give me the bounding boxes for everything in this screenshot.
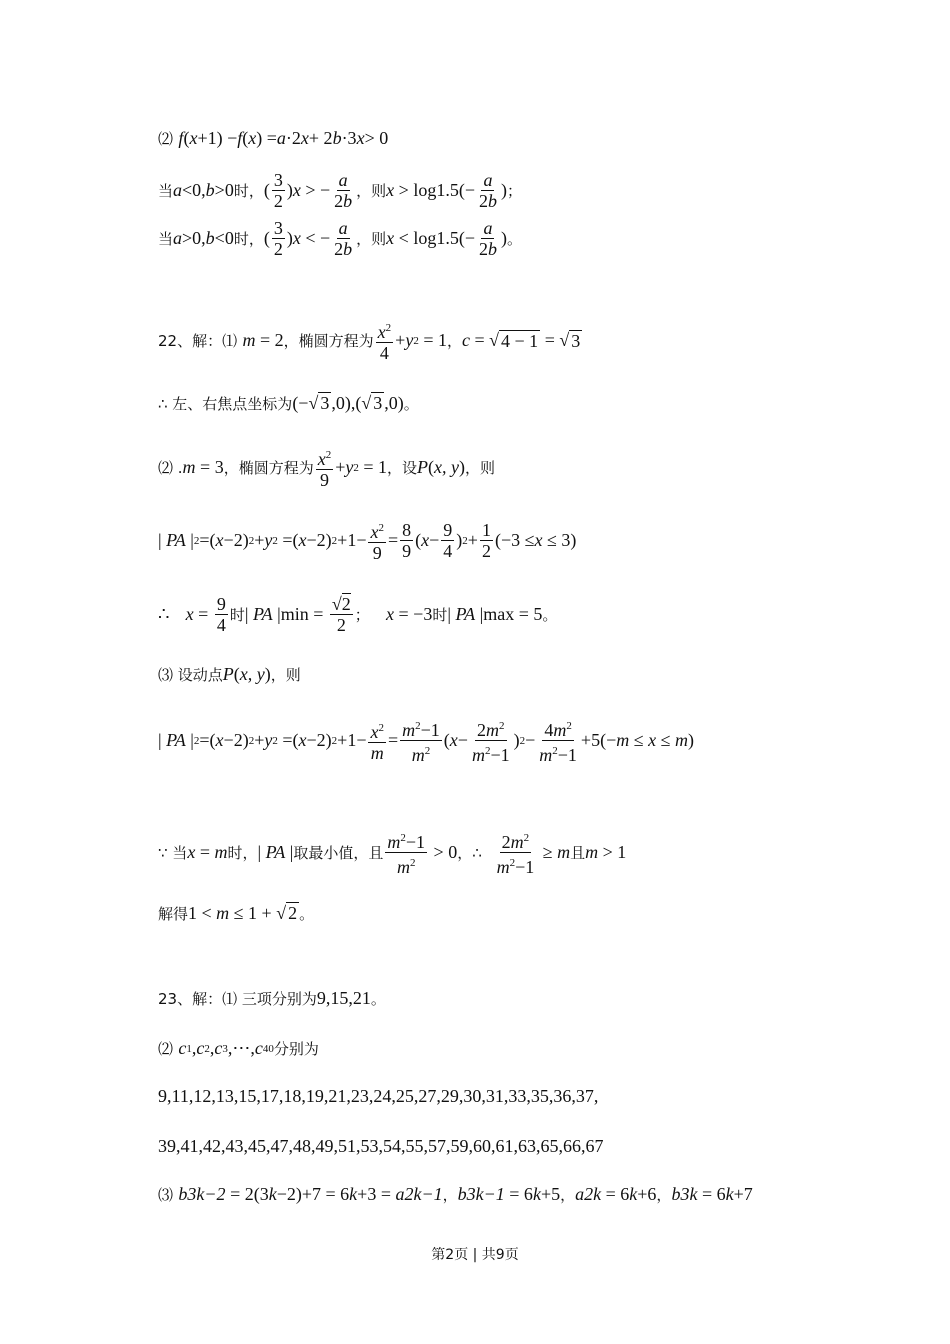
text: ； xyxy=(506,182,522,200)
q23-row1 xyxy=(158,1086,598,1107)
q22-foci-line: ∴ 左、右焦点坐标为 (−√ 3 ,0),(√ 3 ,0) 。 xyxy=(158,392,419,413)
question-head: 23、解：⑴ 三项分别为 xyxy=(158,990,317,1008)
sequence-row: 9,11,12,13,15,17,18,19,21,23,24,25,27,29,30,31,33,35,36,37, xyxy=(158,1086,599,1106)
text: 当 xyxy=(158,230,174,248)
text: ，∴ xyxy=(457,844,482,862)
q22-part2-line: ⑵ . m = 3 ，椭圆方程为 $\frac{x^2}{9}$ + y 2 = 1 ，设 P ( x, y ) ，则 xyxy=(158,445,495,490)
condition: a xyxy=(173,180,183,200)
q23-part1-line xyxy=(158,988,386,1009)
text: 。 xyxy=(506,230,522,248)
question-head: 22、解：⑴ xyxy=(158,332,238,350)
q23-part2-line: ⑵ c 1 , c 2 , c 3 ,⋯, c 40 分别为 xyxy=(158,1038,319,1058)
three-terms: 9,15,21 xyxy=(316,988,371,1008)
text: ，则 xyxy=(356,230,387,248)
q23-row2 xyxy=(158,1136,604,1157)
text: 取最小值，且 xyxy=(293,844,384,862)
page-footer: 第2页 | 共9页 xyxy=(431,1247,519,1263)
text: 时， xyxy=(233,230,264,248)
text: ； xyxy=(354,606,370,624)
q21-case1-line: 当 a <0, b >0 时， ( $\frac{3}{2}$ ) x > − $\frac{a}{2b}$ ，则 x > log 1.5 (− $\frac{a}{2b}$ ) ； xyxy=(158,170,522,211)
text: 。 xyxy=(299,904,315,923)
text: ，则 xyxy=(270,666,301,684)
q22-pa-equation: | PA | 2 =( x −2) 2 + y 2 =( x −2) 2 +1− $\frac{x^2}{9}$ = $\frac{8}{9}$ ( x − $\frac{9}{4}$ ) 2 + $\frac{1}{2}$ (−3 ≤ x ≤ 3) xyxy=(158,520,577,563)
q22-because-line: ∵ 当 x = m 时， | PA | 取最小值，且 $\frac{m^2-1}{m^2}$ > 0 ，∴ $\frac{2m^2}{m^2-1}$ ≥ m 且 m > 1 xyxy=(158,828,626,877)
q22-part1-line: 22、解：⑴ m = 2 ，椭圆方程为 $\frac{x^2}{4}$ + y 2 = 1 ， c = √ 4 − 1 = √ 3 xyxy=(158,318,582,363)
part-label: ⑵ . xyxy=(158,459,183,477)
text: 。 xyxy=(370,990,386,1008)
text: ，则 xyxy=(356,182,387,200)
text: ∴ 左、右焦点坐标为 xyxy=(158,394,293,413)
q22-extremes-line: ∴ x = $\frac{9}{4}$ 时 | PA | min = $\frac{√2}{2}$ ； x = −3 时 | PA | max = 5 。 xyxy=(158,594,558,635)
text: 时， xyxy=(233,182,264,200)
q23-part3-line: ⑶ b 3k−2 = 2(3 k −2)+7 = 6 k +3 = a 2k−1 ， b 3k−1 = 6 k +5 ， a 2k = 6 k +6 ， b 3k = 6 k +7 xyxy=(158,1184,753,1204)
q22-part3-line: ⑶ 设动点 P ( x, y ) ，则 xyxy=(158,664,301,684)
q21-case2-line: 当 a >0, b <0 时， ( $\frac{3}{2}$ ) x < − $\frac{a}{2b}$ ，则 x < log 1.5 (− $\frac{a}{2b}$ ) 。 xyxy=(158,218,522,259)
text: ，则 xyxy=(465,459,496,477)
q21-part2-line: ⑵ f ( x +1) − f ( x ) = a ·2 x + 2 b ·3 x > 0 xyxy=(158,128,389,148)
text: 。 xyxy=(542,606,558,624)
text: 时， xyxy=(227,844,258,862)
text: ，设 xyxy=(387,459,418,477)
text: 当 xyxy=(158,182,174,200)
text: 。 xyxy=(403,394,419,413)
text: 且 xyxy=(570,844,586,862)
text: ， xyxy=(446,332,462,350)
equation: f xyxy=(178,128,184,148)
text: ∵ 当 xyxy=(158,844,188,862)
text: ，椭圆方程为 xyxy=(283,332,374,350)
sequence-row: 39,41,42,43,45,47,48,49,51,53,54,55,57,59,60,61,63,65,66,67 xyxy=(158,1136,604,1156)
q22-pa3-equation: | PA | 2 =( x −2) 2 + y 2 =( x −2) 2 +1− $\frac{x^2}{m}$ = $\frac{m^2-1}{m^2}$ ( x − $\frac{2m^2}{m^2-1}$ ) 2 − $\frac{4m^2}{m^2-1}$ +5(− m ≤ x ≤ m ) xyxy=(158,716,694,765)
q22-solve-line: 解得 1 < m ≤ 1 + √ 2 。 xyxy=(158,902,315,923)
part-label: ⑵ xyxy=(158,1040,174,1058)
part-label: ⑵ xyxy=(158,130,174,148)
part-label: ⑶ 设动点 xyxy=(158,666,223,684)
therefore-symbol: ∴ xyxy=(158,604,170,624)
text: 分别为 xyxy=(273,1040,319,1058)
text: ，椭圆方程为 xyxy=(223,459,314,477)
text: 解得 xyxy=(158,904,189,923)
part-label: ⑶ xyxy=(158,1186,174,1204)
